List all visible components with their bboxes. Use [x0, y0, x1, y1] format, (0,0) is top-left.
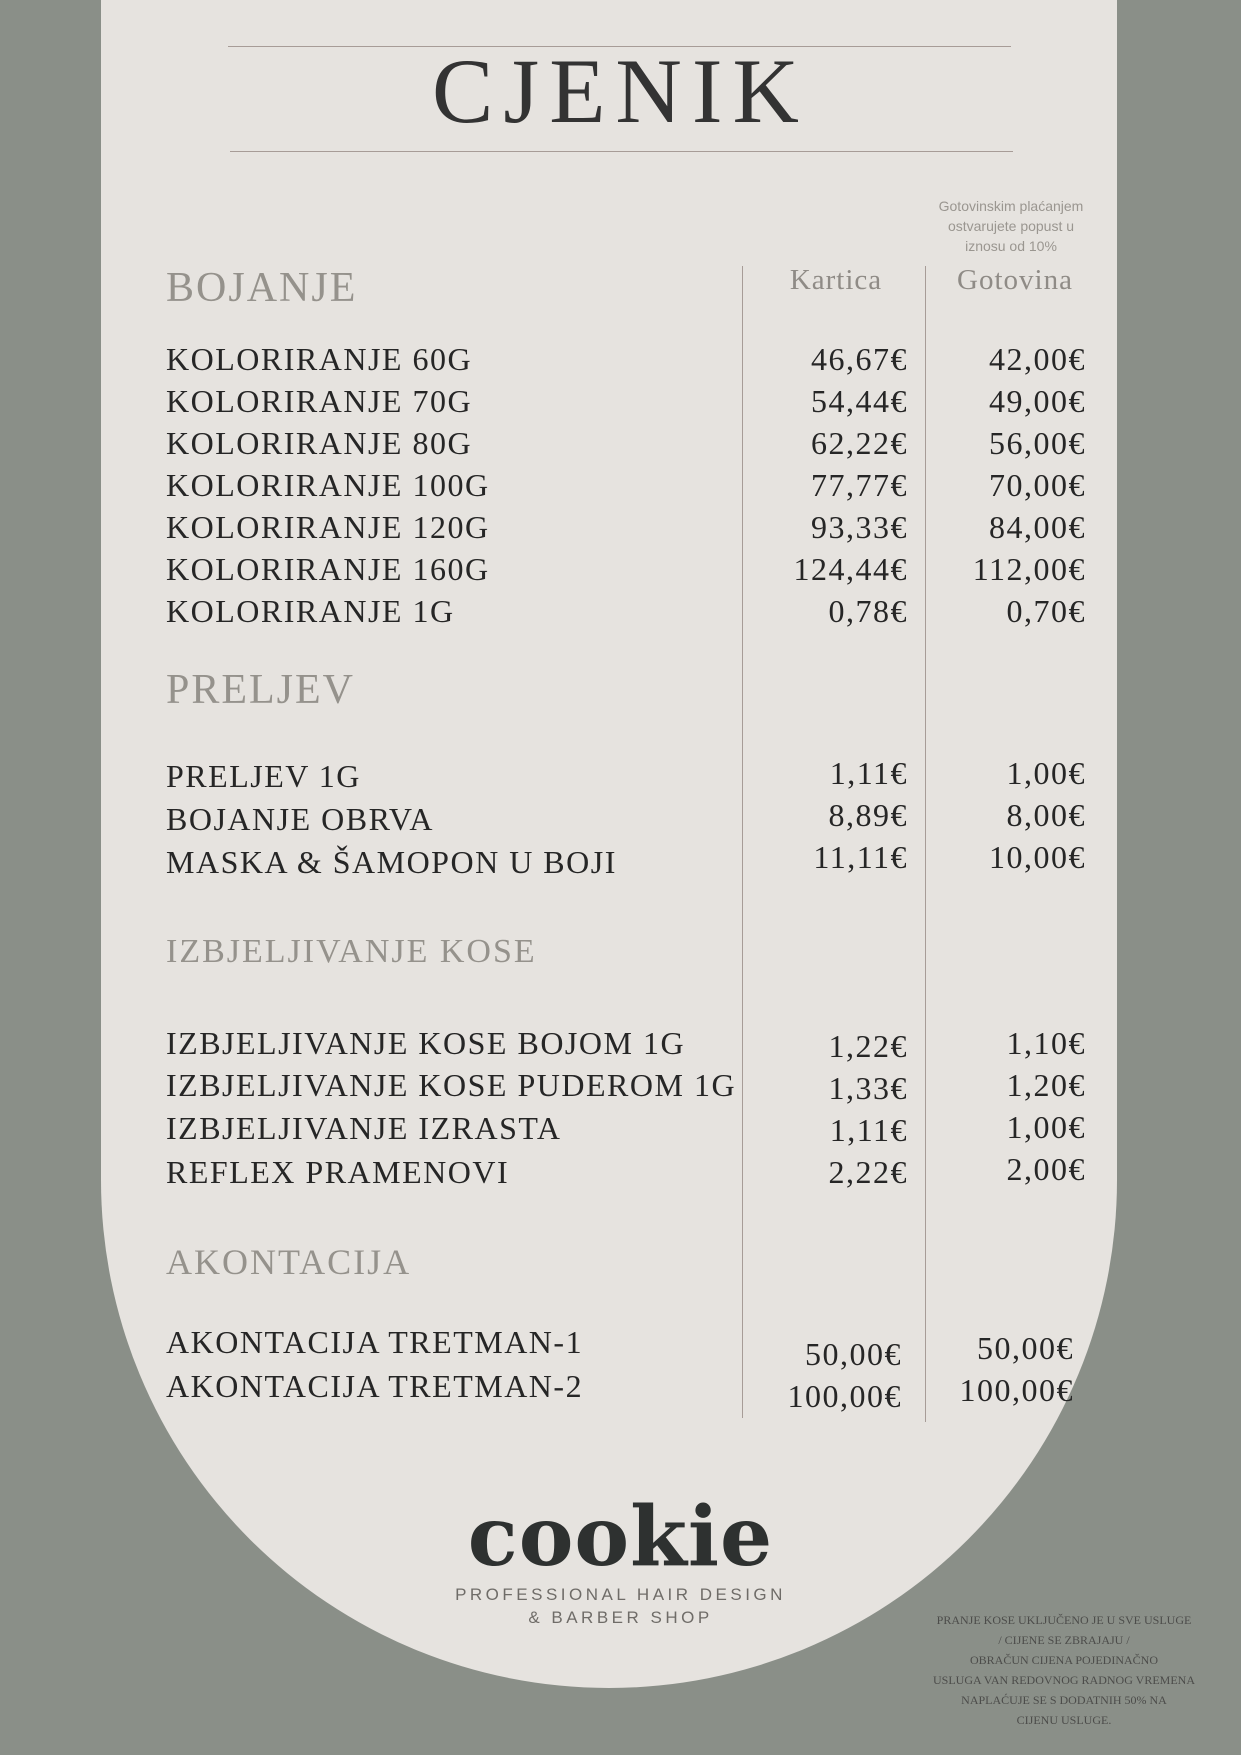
- list-item-cash-price: 56,00€: [989, 425, 1086, 461]
- list-item-name: KOLORIRANJE 120G: [166, 509, 490, 545]
- brand-tagline: & BARBER SHOP: [528, 1608, 713, 1627]
- section-title-akontacija: AKONTACIJA: [166, 1242, 412, 1282]
- footer-line: NAPLAĆUJE SE S DODATNIH 50% NA: [961, 1693, 1167, 1707]
- note-line: Gotovinskim plaćanjem: [938, 198, 1084, 214]
- footer-line: USLUGA VAN REDOVNOG RADNOG VREMENA: [932, 1673, 1196, 1687]
- list-item-cash-price: 1,00€: [1006, 755, 1086, 791]
- note-line: iznosu od 10%: [965, 238, 1057, 254]
- footer-line: PRANJE KOSE UKLJUČENO JE U SVE USLUGE: [936, 1613, 1192, 1627]
- list-item-card-price: 77,77€: [811, 467, 908, 503]
- footer-line: OBRAČUN CIJENA POJEDINAČNO: [969, 1653, 1158, 1667]
- list-item-card-price: 11,11€: [813, 839, 908, 875]
- list-item-name: KOLORIRANJE 60G: [166, 341, 473, 377]
- brand-tagline: PROFESSIONAL HAIR DESIGN: [455, 1585, 786, 1604]
- list-item-card-price: 0,78€: [828, 593, 908, 629]
- section-title-preljev: PRELJEV: [166, 667, 356, 713]
- title-rule-bottom: [230, 151, 1013, 152]
- list-item-name: IZBJELJIVANJE KOSE PUDEROM 1G: [166, 1067, 737, 1103]
- list-item-cash-price: 84,00€: [989, 509, 1086, 545]
- list-item-cash-price: 50,00€: [977, 1330, 1074, 1366]
- list-item-card-price: 1,33€: [828, 1070, 908, 1106]
- list-item-name: KOLORIRANJE 160G: [166, 551, 490, 587]
- footer-line: / CIJENE SE ZBRAJAJU /: [998, 1633, 1130, 1647]
- list-item-cash-price: 100,00€: [959, 1372, 1074, 1408]
- list-item-cash-price: 1,10€: [1006, 1025, 1086, 1061]
- list-item-cash-price: 1,20€: [1006, 1067, 1086, 1103]
- list-item-name: AKONTACIJA TRETMAN-1: [166, 1324, 584, 1360]
- list-item-cash-price: 70,00€: [989, 467, 1086, 503]
- note-line: ostvarujete popust u: [947, 218, 1075, 234]
- list-item-name: IZBJELJIVANJE IZRASTA: [166, 1110, 562, 1146]
- list-item-card-price: 2,22€: [828, 1154, 908, 1190]
- list-item-card-price: 46,67€: [811, 341, 908, 377]
- column-header-card: Kartica: [789, 264, 883, 296]
- footer-line: CIJENU USLUGE.: [1016, 1713, 1112, 1727]
- section-title-bojanje: BOJANJE: [166, 265, 358, 311]
- cash-discount-note: [918, 196, 1104, 256]
- list-item-card-price: 1,11€: [829, 755, 908, 791]
- section-title-izbjeljivanje-kose: IZBJELJIVANJE KOSE: [166, 933, 537, 970]
- list-item-cash-price: 42,00€: [989, 341, 1086, 377]
- list-item-card-price: 100,00€: [787, 1378, 902, 1414]
- list-item-name: MASKA & ŠAMOPON U BOJI: [166, 844, 617, 880]
- list-item-cash-price: 8,00€: [1006, 797, 1086, 833]
- list-item-cash-price: 112,00€: [972, 551, 1086, 587]
- list-item-card-price: 124,44€: [793, 551, 908, 587]
- brand-logo: cookie: [467, 1489, 774, 1585]
- list-item-card-price: 62,22€: [811, 425, 908, 461]
- list-item-cash-price: 0,70€: [1006, 593, 1086, 629]
- list-item-cash-price: 10,00€: [989, 839, 1086, 875]
- list-item-card-price: 50,00€: [805, 1336, 902, 1372]
- list-item-card-price: 8,89€: [828, 797, 908, 833]
- list-item-name: IZBJELJIVANJE KOSE BOJOM 1G: [166, 1025, 686, 1061]
- list-item-name: REFLEX PRAMENOVI: [166, 1154, 510, 1190]
- list-item-name: BOJANJE OBRVA: [166, 801, 434, 837]
- list-item-card-price: 1,11€: [829, 1112, 908, 1148]
- column-header-cash: Gotovina: [957, 264, 1073, 296]
- list-item-name: KOLORIRANJE 100G: [166, 467, 490, 503]
- footer-note: [914, 1610, 1214, 1730]
- list-item-name: KOLORIRANJE 70G: [166, 383, 473, 419]
- list-item-card-price: 1,22€: [828, 1028, 908, 1064]
- list-item-cash-price: 1,00€: [1006, 1109, 1086, 1145]
- list-item-cash-price: 49,00€: [989, 383, 1086, 419]
- list-item-name: AKONTACIJA TRETMAN-2: [166, 1368, 584, 1404]
- list-item-card-price: 93,33€: [811, 509, 908, 545]
- list-item-name: KOLORIRANJE 80G: [166, 425, 473, 461]
- list-item-card-price: 54,44€: [811, 383, 908, 419]
- page-title: CJENIK: [432, 40, 809, 142]
- list-item-name: PRELJEV 1G: [166, 758, 361, 794]
- list-item-cash-price: 2,00€: [1006, 1151, 1086, 1187]
- list-item-name: KOLORIRANJE 1G: [166, 593, 455, 629]
